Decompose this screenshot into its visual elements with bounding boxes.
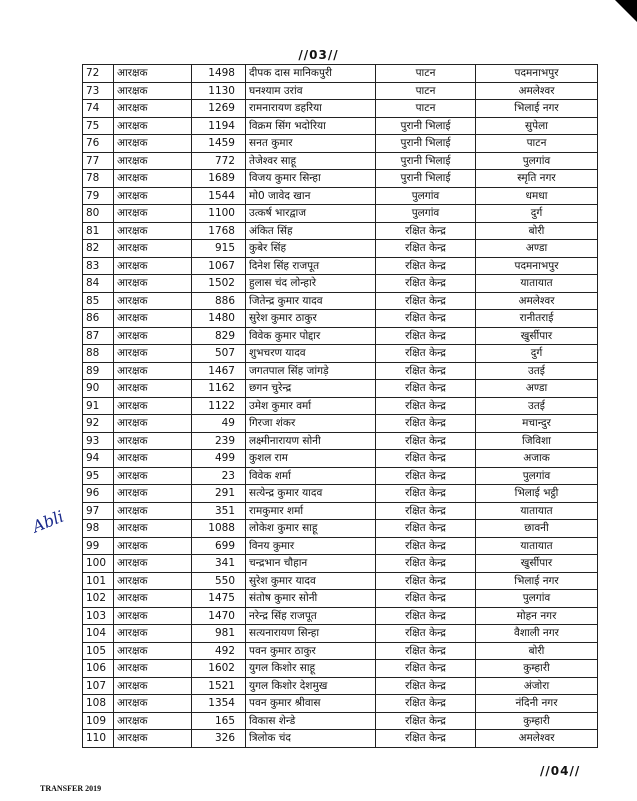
rank-cell: आरक्षक [114, 257, 192, 275]
to-station-cell: पुलगांव [476, 467, 598, 485]
rank-cell: आरक्षक [114, 152, 192, 170]
table-row [83, 65, 598, 83]
table-row [83, 520, 598, 538]
to-station-cell: वैशाली नगर [476, 625, 598, 643]
badge-number-cell: 1100 [192, 205, 246, 223]
serial-number-cell: 74 [83, 100, 114, 118]
badge-number-cell: 1470 [192, 607, 246, 625]
from-station-cell: पाटन [376, 65, 476, 83]
from-station-cell: पुरानी भिलाई [376, 117, 476, 135]
serial-number-cell: 105 [83, 642, 114, 660]
to-station-cell: मचान्दुर [476, 415, 598, 433]
table-row [83, 502, 598, 520]
name-cell: कुबेर सिंह [246, 240, 376, 258]
from-station-cell: रक्षित केन्द्र [376, 362, 476, 380]
name-cell: सत्येन्द्र कुमार यादव [246, 485, 376, 503]
badge-number-cell: 915 [192, 240, 246, 258]
from-station-cell: रक्षित केन्द्र [376, 450, 476, 468]
rank-cell: आरक्षक [114, 502, 192, 520]
badge-number-cell: 1122 [192, 397, 246, 415]
table-row [83, 257, 598, 275]
rank-cell: आरक्षक [114, 310, 192, 328]
to-station-cell: उतई [476, 397, 598, 415]
footer-label: TRANSFER 2019 [40, 784, 102, 793]
from-station-cell: रक्षित केन्द्र [376, 590, 476, 608]
to-station-cell: अण्डा [476, 240, 598, 258]
to-station-cell: उतई [476, 362, 598, 380]
name-cell: मो0 जावेद खान [246, 187, 376, 205]
serial-number-cell: 96 [83, 485, 114, 503]
rank-cell: आरक्षक [114, 345, 192, 363]
serial-number-cell: 110 [83, 730, 114, 748]
badge-number-cell: 291 [192, 485, 246, 503]
serial-number-cell: 98 [83, 520, 114, 538]
name-cell: लोकेश कुमार साहू [246, 520, 376, 538]
table-row [83, 677, 598, 695]
handwritten-annotation: Abli [29, 506, 67, 537]
name-cell: पवन कुमार ठाकुर [246, 642, 376, 660]
serial-number-cell: 85 [83, 292, 114, 310]
rank-cell: आरक्षक [114, 467, 192, 485]
serial-number-cell: 101 [83, 572, 114, 590]
to-station-cell: अमलेश्वर [476, 82, 598, 100]
rank-cell: आरक्षक [114, 327, 192, 345]
table-row [83, 362, 598, 380]
rank-cell: आरक्षक [114, 170, 192, 188]
serial-number-cell: 86 [83, 310, 114, 328]
name-cell: विवेक कुमार पोद्दार [246, 327, 376, 345]
to-station-cell: पुलगांव [476, 152, 598, 170]
badge-number-cell: 1689 [192, 170, 246, 188]
name-cell: छगन चुरेन्द्र [246, 380, 376, 398]
to-station-cell: भिलाई नगर [476, 572, 598, 590]
name-cell: विकास शेन्डे [246, 712, 376, 730]
table-row [83, 397, 598, 415]
table-row [83, 450, 598, 468]
to-station-cell: अजाक [476, 450, 598, 468]
from-station-cell: रक्षित केन्द्र [376, 625, 476, 643]
table-row [83, 607, 598, 625]
from-station-cell: रक्षित केन्द्र [376, 712, 476, 730]
from-station-cell: पाटन [376, 100, 476, 118]
name-cell: कुशल राम [246, 450, 376, 468]
serial-number-cell: 90 [83, 380, 114, 398]
name-cell: रामकुमार शर्मा [246, 502, 376, 520]
serial-number-cell: 91 [83, 397, 114, 415]
serial-number-cell: 75 [83, 117, 114, 135]
from-station-cell: रक्षित केन्द्र [376, 397, 476, 415]
serial-number-cell: 104 [83, 625, 114, 643]
name-cell: चन्द्रभान चौहान [246, 555, 376, 573]
rank-cell: आरक्षक [114, 397, 192, 415]
to-station-cell: भिलाई नगर [476, 100, 598, 118]
to-station-cell: दुर्ग [476, 205, 598, 223]
name-cell: शुभचरण यादव [246, 345, 376, 363]
rank-cell: आरक्षक [114, 572, 192, 590]
serial-number-cell: 73 [83, 82, 114, 100]
serial-number-cell: 107 [83, 677, 114, 695]
serial-number-cell: 106 [83, 660, 114, 678]
to-station-cell: कुम्हारी [476, 712, 598, 730]
to-station-cell: सुपेला [476, 117, 598, 135]
serial-number-cell: 76 [83, 135, 114, 153]
serial-number-cell: 100 [83, 555, 114, 573]
rank-cell: आरक्षक [114, 432, 192, 450]
from-station-cell: रक्षित केन्द्र [376, 660, 476, 678]
serial-number-cell: 78 [83, 170, 114, 188]
badge-number-cell: 1269 [192, 100, 246, 118]
name-cell: अंकित सिंह [246, 222, 376, 240]
name-cell: विजय कुमार सिन्हा [246, 170, 376, 188]
serial-number-cell: 103 [83, 607, 114, 625]
serial-number-cell: 93 [83, 432, 114, 450]
rank-cell: आरक्षक [114, 187, 192, 205]
name-cell: युगल किशोर देशमुख [246, 677, 376, 695]
badge-number-cell: 1498 [192, 65, 246, 83]
table-row [83, 240, 598, 258]
table-row [83, 415, 598, 433]
rank-cell: आरक्षक [114, 65, 192, 83]
name-cell: संतोष कुमार सोनी [246, 590, 376, 608]
badge-number-cell: 1602 [192, 660, 246, 678]
from-station-cell: रक्षित केन्द्र [376, 415, 476, 433]
serial-number-cell: 99 [83, 537, 114, 555]
from-station-cell: रक्षित केन्द्र [376, 607, 476, 625]
to-station-cell: रानीतराई [476, 310, 598, 328]
rank-cell: आरक्षक [114, 240, 192, 258]
name-cell: जितेन्द्र कुमार यादव [246, 292, 376, 310]
table-row [83, 485, 598, 503]
badge-number-cell: 507 [192, 345, 246, 363]
to-station-cell: पदमनाभपुर [476, 257, 598, 275]
serial-number-cell: 102 [83, 590, 114, 608]
name-cell: दीपक दास मानिकपुरी [246, 65, 376, 83]
rank-cell: आरक्षक [114, 450, 192, 468]
name-cell: विनय कुमार [246, 537, 376, 555]
badge-number-cell: 1354 [192, 695, 246, 713]
rank-cell: आरक्षक [114, 555, 192, 573]
table-row [83, 380, 598, 398]
table-row [83, 642, 598, 660]
badge-number-cell: 239 [192, 432, 246, 450]
to-station-cell: पाटन [476, 135, 598, 153]
rank-cell: आरक्षक [114, 607, 192, 625]
name-cell: लक्ष्मीनारायण सोनी [246, 432, 376, 450]
from-station-cell: रक्षित केन्द्र [376, 345, 476, 363]
table-row [83, 730, 598, 748]
table-row [83, 432, 598, 450]
badge-number-cell: 499 [192, 450, 246, 468]
page-number-bottom: //04// [540, 764, 581, 778]
table-row [83, 100, 598, 118]
serial-number-cell: 72 [83, 65, 114, 83]
table-row [83, 555, 598, 573]
name-cell: पवन कुमार श्रीवास [246, 695, 376, 713]
from-station-cell: रक्षित केन्द्र [376, 310, 476, 328]
from-station-cell: रक्षित केन्द्र [376, 292, 476, 310]
name-cell: सुरेश कुमार यादव [246, 572, 376, 590]
table-row [83, 205, 598, 223]
rank-cell: आरक्षक [114, 275, 192, 293]
rank-cell: आरक्षक [114, 380, 192, 398]
from-station-cell: रक्षित केन्द्र [376, 730, 476, 748]
from-station-cell: रक्षित केन्द्र [376, 677, 476, 695]
rank-cell: आरक्षक [114, 695, 192, 713]
serial-number-cell: 81 [83, 222, 114, 240]
to-station-cell: यातायात [476, 275, 598, 293]
serial-number-cell: 77 [83, 152, 114, 170]
to-station-cell: दुर्ग [476, 345, 598, 363]
serial-number-cell: 83 [83, 257, 114, 275]
badge-number-cell: 49 [192, 415, 246, 433]
name-cell: विवेक शर्मा [246, 467, 376, 485]
to-station-cell: यातायात [476, 537, 598, 555]
from-station-cell: रक्षित केन्द्र [376, 537, 476, 555]
to-station-cell: भिलाई भट्ठी [476, 485, 598, 503]
from-station-cell: रक्षित केन्द्र [376, 485, 476, 503]
name-cell: सुरेश कुमार ठाकुर [246, 310, 376, 328]
badge-number-cell: 1768 [192, 222, 246, 240]
transfer-table-body [83, 65, 598, 748]
from-station-cell: रक्षित केन्द्र [376, 572, 476, 590]
rank-cell: आरक्षक [114, 117, 192, 135]
badge-number-cell: 23 [192, 467, 246, 485]
name-cell: उमेश कुमार वर्मा [246, 397, 376, 415]
badge-number-cell: 1521 [192, 677, 246, 695]
from-station-cell: रक्षित केन्द्र [376, 520, 476, 538]
from-station-cell: रक्षित केन्द्र [376, 257, 476, 275]
name-cell: त्रिलोक चंद [246, 730, 376, 748]
to-station-cell: धमधा [476, 187, 598, 205]
transfer-table [82, 64, 598, 748]
from-station-cell: रक्षित केन्द्र [376, 275, 476, 293]
name-cell: विक्रम सिंग भदोरिया [246, 117, 376, 135]
from-station-cell: रक्षित केन्द्र [376, 642, 476, 660]
serial-number-cell: 108 [83, 695, 114, 713]
badge-number-cell: 1502 [192, 275, 246, 293]
from-station-cell: रक्षित केन्द्र [376, 467, 476, 485]
serial-number-cell: 89 [83, 362, 114, 380]
from-station-cell: पाटन [376, 82, 476, 100]
table-row [83, 170, 598, 188]
badge-number-cell: 699 [192, 537, 246, 555]
from-station-cell: रक्षित केन्द्र [376, 695, 476, 713]
from-station-cell: रक्षित केन्द्र [376, 380, 476, 398]
to-station-cell: अंजोरा [476, 677, 598, 695]
name-cell: गिरजा शंकर [246, 415, 376, 433]
table-row [83, 537, 598, 555]
badge-number-cell: 772 [192, 152, 246, 170]
rank-cell: आरक्षक [114, 82, 192, 100]
table-row [83, 310, 598, 328]
to-station-cell: खुर्सीपार [476, 555, 598, 573]
serial-number-cell: 97 [83, 502, 114, 520]
rank-cell: आरक्षक [114, 100, 192, 118]
rank-cell: आरक्षक [114, 135, 192, 153]
serial-number-cell: 92 [83, 415, 114, 433]
from-station-cell: रक्षित केन्द्र [376, 240, 476, 258]
badge-number-cell: 1467 [192, 362, 246, 380]
to-station-cell: पुलगांव [476, 590, 598, 608]
badge-number-cell: 1194 [192, 117, 246, 135]
rank-cell: आरक्षक [114, 590, 192, 608]
to-station-cell: अमलेश्वर [476, 730, 598, 748]
to-station-cell: पदमनाभपुर [476, 65, 598, 83]
to-station-cell: अमलेश्वर [476, 292, 598, 310]
serial-number-cell: 82 [83, 240, 114, 258]
serial-number-cell: 80 [83, 205, 114, 223]
serial-number-cell: 95 [83, 467, 114, 485]
rank-cell: आरक्षक [114, 625, 192, 643]
badge-number-cell: 1459 [192, 135, 246, 153]
badge-number-cell: 1162 [192, 380, 246, 398]
rank-cell: आरक्षक [114, 677, 192, 695]
badge-number-cell: 351 [192, 502, 246, 520]
badge-number-cell: 1544 [192, 187, 246, 205]
table-row [83, 135, 598, 153]
from-station-cell: पुलगांव [376, 205, 476, 223]
rank-cell: आरक्षक [114, 415, 192, 433]
rank-cell: आरक्षक [114, 730, 192, 748]
badge-number-cell: 1480 [192, 310, 246, 328]
from-station-cell: रक्षित केन्द्र [376, 502, 476, 520]
name-cell: उत्कर्ष भारद्वाज [246, 205, 376, 223]
rank-cell: आरक्षक [114, 205, 192, 223]
serial-number-cell: 87 [83, 327, 114, 345]
serial-number-cell: 94 [83, 450, 114, 468]
rank-cell: आरक्षक [114, 222, 192, 240]
to-station-cell: खुर्सीपार [476, 327, 598, 345]
to-station-cell: छावनी [476, 520, 598, 538]
to-station-cell: जिविशा [476, 432, 598, 450]
badge-number-cell: 550 [192, 572, 246, 590]
table-row [83, 345, 598, 363]
name-cell: रामनारायण डहरिया [246, 100, 376, 118]
table-row [83, 327, 598, 345]
table-row [83, 117, 598, 135]
badge-number-cell: 1130 [192, 82, 246, 100]
from-station-cell: पुरानी भिलाई [376, 135, 476, 153]
to-station-cell: नंदिनी नगर [476, 695, 598, 713]
badge-number-cell: 829 [192, 327, 246, 345]
from-station-cell: रक्षित केन्द्र [376, 432, 476, 450]
badge-number-cell: 326 [192, 730, 246, 748]
rank-cell: आरक्षक [114, 362, 192, 380]
from-station-cell: रक्षित केन्द्र [376, 327, 476, 345]
serial-number-cell: 79 [83, 187, 114, 205]
corner-mark [615, 0, 637, 22]
badge-number-cell: 981 [192, 625, 246, 643]
rank-cell: आरक्षक [114, 292, 192, 310]
badge-number-cell: 1067 [192, 257, 246, 275]
name-cell: युगल किशोर साहू [246, 660, 376, 678]
to-station-cell: यातायात [476, 502, 598, 520]
from-station-cell: पुलगांव [376, 187, 476, 205]
table-row [83, 222, 598, 240]
name-cell: हुलास चंद लोन्हारे [246, 275, 376, 293]
from-station-cell: पुरानी भिलाई [376, 170, 476, 188]
badge-number-cell: 492 [192, 642, 246, 660]
badge-number-cell: 886 [192, 292, 246, 310]
name-cell: सनत कुमार [246, 135, 376, 153]
to-station-cell: बोरी [476, 642, 598, 660]
table-row [83, 590, 598, 608]
name-cell: जगतपाल सिंह जांगड़े [246, 362, 376, 380]
name-cell: दिनेश सिंह राजपूत [246, 257, 376, 275]
table-row [83, 275, 598, 293]
table-row [83, 660, 598, 678]
from-station-cell: रक्षित केन्द्र [376, 555, 476, 573]
name-cell: नरेन्द्र सिंह राजपूत [246, 607, 376, 625]
table-row [83, 467, 598, 485]
table-row [83, 82, 598, 100]
serial-number-cell: 109 [83, 712, 114, 730]
badge-number-cell: 1088 [192, 520, 246, 538]
to-station-cell: बोरी [476, 222, 598, 240]
rank-cell: आरक्षक [114, 712, 192, 730]
table-row [83, 695, 598, 713]
to-station-cell: अण्डा [476, 380, 598, 398]
rank-cell: आरक्षक [114, 485, 192, 503]
rank-cell: आरक्षक [114, 520, 192, 538]
badge-number-cell: 165 [192, 712, 246, 730]
name-cell: तेजेश्वर साहू [246, 152, 376, 170]
table-row [83, 572, 598, 590]
badge-number-cell: 341 [192, 555, 246, 573]
table-row [83, 712, 598, 730]
name-cell: घनश्याम उरांव [246, 82, 376, 100]
table-row [83, 187, 598, 205]
name-cell: सत्यनारायण सिन्हा [246, 625, 376, 643]
to-station-cell: मोहन नगर [476, 607, 598, 625]
table-row [83, 625, 598, 643]
page-number-top: //03// [298, 48, 339, 62]
to-station-cell: स्मृति नगर [476, 170, 598, 188]
rank-cell: आरक्षक [114, 537, 192, 555]
table-row [83, 152, 598, 170]
to-station-cell: कुम्हारी [476, 660, 598, 678]
from-station-cell: रक्षित केन्द्र [376, 222, 476, 240]
table-row [83, 292, 598, 310]
rank-cell: आरक्षक [114, 642, 192, 660]
from-station-cell: पुरानी भिलाई [376, 152, 476, 170]
serial-number-cell: 88 [83, 345, 114, 363]
rank-cell: आरक्षक [114, 660, 192, 678]
serial-number-cell: 84 [83, 275, 114, 293]
badge-number-cell: 1475 [192, 590, 246, 608]
